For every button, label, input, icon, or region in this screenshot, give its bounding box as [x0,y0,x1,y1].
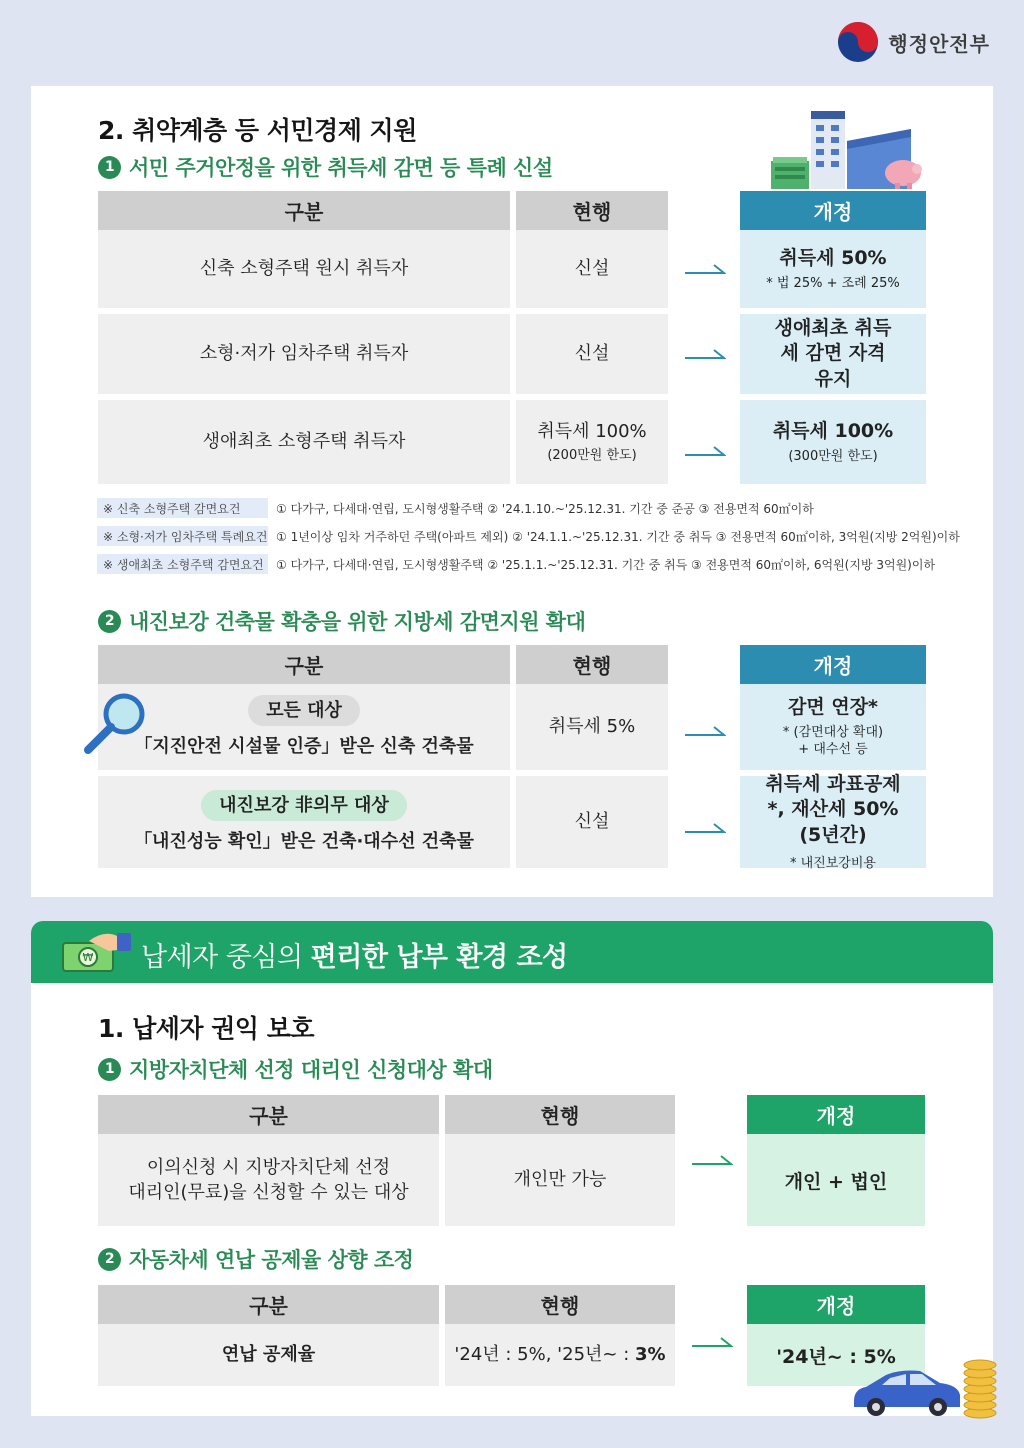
header-revised: 개정 [747,1285,925,1324]
table-cell-category: 생애최초 소형주택 취득자 [98,400,510,484]
subsection-title-text: 서민 주거안정을 위한 취득세 감면 등 특례 신설 [129,156,553,180]
table-cell-revised [740,230,926,308]
buildings-money-illustration [771,111,931,191]
subsection-title-text: 내진보강 건축물 확충을 위한 지방세 감면지원 확대 [129,610,586,634]
number-badge: 1 [98,156,121,179]
category-text: 「지진안전 시설물 인증」받은 신축 건축물 [134,736,474,757]
header-revised: 개정 [740,191,926,230]
subsection-title-text: 자동차세 연납 공제율 상향 조정 [129,1248,414,1272]
current-value: 취득세 100% [537,420,647,442]
banner-light-text: 납세자 중심의 [141,942,311,973]
subsection-title-seismic [98,606,585,636]
category-line: 이의신청 시 지방자치단체 선정 [146,1156,391,1178]
header-revised: 개정 [740,645,926,684]
revised-value: 취득세 과표공제*, 재산세 50%(5년간) [765,772,901,847]
magnifier-icon [82,692,148,758]
section-title: 1. 납세자 권익 보호 [98,1014,315,1043]
section-taxpayer-convenience [31,921,993,1416]
revised-note: (300만원 한도) [788,448,878,464]
arrow-right-icon [684,724,726,738]
svg-text:₩: ₩ [82,951,94,964]
header-revised: 개정 [747,1095,925,1134]
current-value: '24년 : 5%, '25년~ : [454,1344,635,1366]
note-text: ① 다가구, 다세대·연립, 도시형생활주택 ② '25.1.1.~'25.12.31. 기간 중 취득 ③ 전용면적 60㎡이하, 6억원(지방 3억원)이하 [276,557,936,572]
header-current: 현행 [445,1285,675,1324]
table-cell-current [516,400,668,484]
category-text: 「내진성능 확인」받은 건축·대수선 건축물 [134,831,474,852]
header-category: 구분 [98,191,510,230]
number-badge: 1 [98,1058,121,1081]
table-cell-category [98,1134,439,1226]
number-badge: 2 [98,610,121,633]
note-tag: ※ 신축 소형주택 감면요건 [97,498,268,518]
table-cell-category [98,776,510,868]
header-current: 현행 [445,1095,675,1134]
arrow-right-icon [684,444,726,458]
arrow-right-icon [684,262,726,276]
subsection-title-car-tax [98,1244,413,1274]
target-pill: 내진보강 非의무 대상 [201,790,407,821]
target-pill: 모든 대상 [248,695,360,726]
number-badge: 2 [98,1248,121,1271]
revised-note: * 법 25% + 조례 25% [766,275,900,291]
table-cell-current: 개인만 가능 [445,1134,675,1226]
banner-bold-text: 편리한 납부 환경 조성 [310,942,568,973]
note-tag: ※ 소형·저가 임차주택 특례요건 [97,526,268,546]
header-current: 현행 [516,645,668,684]
ministry-logo [838,22,990,62]
note-text: ① 1년이상 임차 거주하던 주택(아파트 제외) ② '24.1.1.~'25.12.31. 기간 중 취득 ③ 전용면적 60㎡이하, 3억원(지방 2억원)이하 [276,529,960,544]
table-cell-current: 신설 [516,776,668,868]
arrow-right-icon [691,1153,733,1167]
table-cell-revised [740,772,926,871]
revised-value: 취득세 50% [779,246,887,269]
revised-value: 취득세 100% [772,419,894,442]
table-cell-revised: 생애최초 취득세 감면 자격 유지 [740,314,926,394]
table-cell-category: 소형·저가 임차주택 취득자 [98,314,510,394]
taegeuk-logo-icon [838,22,878,62]
note-tag: ※ 생애최초 소형주택 감면요건 [97,554,268,574]
arrow-right-icon [684,347,726,361]
table-cell-current: 신설 [516,230,668,308]
header-current: 현행 [516,191,668,230]
requirement-note [97,554,935,574]
table-cell-revised: '24년~ : 5% [747,1324,925,1386]
table-cell-revised [740,400,926,484]
header-category: 구분 [98,1285,439,1324]
table-cell-current: 신설 [516,314,668,394]
money-hand-icon [61,929,133,975]
subsection-title-agent [98,1054,493,1084]
header-category: 구분 [98,1095,439,1134]
logo-text: 행정안전부 [888,31,990,56]
subsection-title-text: 지방자치단체 선정 대리인 신청대상 확대 [129,1058,493,1082]
arrow-right-icon [684,821,726,835]
table-cell-current [445,1324,675,1386]
section-banner [31,921,993,983]
current-note: (200만원 한도) [547,448,637,463]
revised-value: 감면 연장* [788,696,878,719]
table-cell-revised: 개인 + 법인 [747,1134,925,1226]
revised-note: + 대수선 등 [798,742,868,758]
table-cell-current: 취득세 5% [516,684,668,770]
banner-title [141,935,568,974]
current-value-bold: 3% [635,1344,666,1366]
note-text: ① 다가구, 다세대·연립, 도시형생활주택 ② '24.1.10.~'25.12.31. 기간 중 준공 ③ 전용면적 60㎡이하 [276,501,814,516]
revised-note: * 내진보강비용 [790,855,876,871]
table-cell-category [98,684,510,770]
header-category: 구분 [98,645,510,684]
table-cell-category: 신축 소형주택 원시 취득자 [98,230,510,308]
requirement-note [97,526,960,546]
car-coins-illustration [850,1355,1000,1421]
subsection-title-housing [98,152,553,182]
section-title: 2. 취약계층 등 서민경제 지원 [98,116,417,145]
table-cell-revised [740,684,926,770]
category-line: 대리인(무료)을 신청할 수 있는 대상 [128,1182,409,1203]
arrow-right-icon [691,1335,733,1349]
table-cell-category: 연납 공제율 [98,1324,439,1386]
requirement-note [97,498,814,518]
revised-note: * (감면대상 확대) [782,724,884,740]
